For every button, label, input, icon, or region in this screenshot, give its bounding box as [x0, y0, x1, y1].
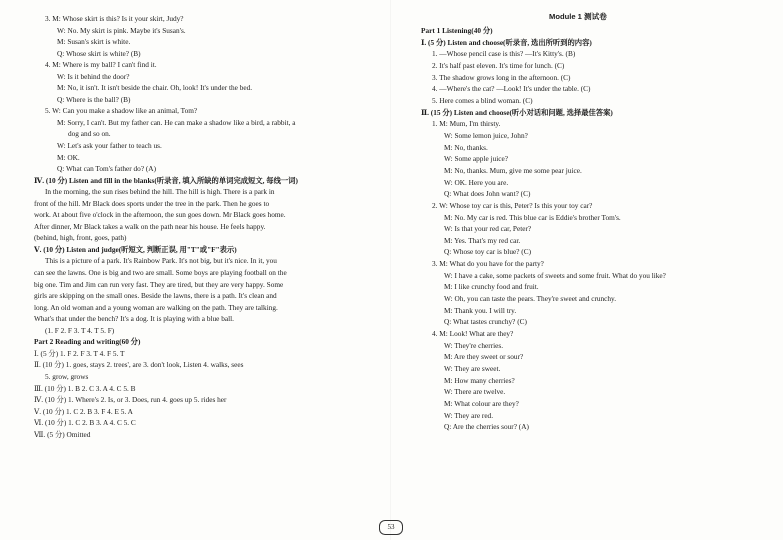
right-line: 1. M: Mum, I'm thirsty.: [432, 119, 501, 129]
right-line: W: Oh, you can taste the pears. They're sweet and crunchy.: [444, 294, 617, 304]
right-line: 3. The shadow grows long in the afternoon. (C): [432, 72, 571, 82]
right-line: Q: What tastes crunchy? (C): [444, 317, 527, 327]
left-line: 4. M: Where is my ball? I can't find it.: [45, 60, 157, 70]
left-line: What's that under the bench? It's a dog. It is playing with a blue ball.: [34, 314, 234, 324]
page-number: 53: [379, 520, 403, 535]
left-line: Q: Where is the ball? (B): [57, 94, 131, 104]
left-line: Part 2 Reading and writing(60 分): [34, 337, 141, 347]
page-title: Module 1 测试卷: [549, 12, 607, 21]
right-line: 1. —Whose pencil case is this? —It's Kitty's. (B): [432, 49, 576, 59]
left-line: work. At about five o'clock in the afternoon, the sun goes down. Mr Black goes home.: [34, 210, 286, 220]
left-line: front of the hill. Mr Black does sports under the tree in the park. Then he goes to: [34, 198, 270, 208]
right-line: 3. M: What do you have for the party?: [432, 259, 544, 269]
right-line: W: They are red.: [444, 410, 494, 420]
right-line: M: No, thanks.: [444, 142, 488, 152]
left-line: W: Is it behind the door?: [57, 71, 130, 81]
right-line: 4. M: Look! What are they?: [432, 329, 514, 339]
right-line: Q: Are the cherries sour? (A): [444, 422, 529, 432]
right-line: Q: What does John want? (C): [444, 189, 531, 199]
left-line: can see the lawns. One is big and two are small. Some boys are playing football on the: [34, 268, 287, 278]
left-column: [34, 13, 380, 440]
left-line: M: No, it isn't. It isn't beside the chair. Oh, look! It's under the bed.: [57, 83, 253, 93]
left-line: This is a picture of a park. It's Rainbow Park. It's not big, but it's nice. In it, you: [45, 256, 277, 266]
right-line: W: They are sweet.: [444, 364, 501, 374]
left-line: M: Susan's skirt is white.: [57, 37, 131, 47]
left-line: long. An old woman and a young woman are walking on the path. They are talking.: [34, 302, 278, 312]
left-line: 5. grow, grows: [45, 371, 89, 381]
left-line: girls are skipping on the small ones. Beside the lawns, there is a path. It's clean and: [34, 291, 277, 301]
left-line: Ⅴ. (10 分) Listen and judge(听短文, 判断正误, 用"T"或"F"表示): [34, 244, 237, 254]
left-line: 3. M: Whose skirt is this? Is it your skirt, Judy?: [45, 14, 184, 23]
left-line: 5. W: Can you make a shadow like an animal, Tom?: [45, 106, 198, 116]
left-line: W: Let's ask your father to teach us.: [57, 141, 162, 151]
left-line: Ⅳ. (10 分) Listen and fill in the blanks(听录音, 填入所缺的单词完成短文, 每线一词): [34, 175, 298, 185]
right-line: M: What colour are they?: [444, 399, 519, 408]
right-line: 2. W: Whose toy car is this, Peter? Is this your toy car?: [432, 200, 593, 210]
left-line: big one. Tim and Jim can run very fast. They are tired, but they are very happy. Some: [34, 279, 284, 289]
right-line: Ⅱ. (15 分) Listen and choose(听小对话和问题, 选择最佳答案): [421, 107, 613, 117]
left-line: Ⅴ. (10 分) 1. C 2. B 3. F 4. E 5. A: [34, 406, 133, 416]
right-line: M: Are they sweet or sour?: [444, 352, 524, 362]
right-line: M: No, thanks. Mum, give me some pear juice.: [444, 165, 582, 175]
left-line: In the morning, the sun rises behind the hill. The hill is high. There is a park in: [45, 187, 275, 197]
left-line: Q: Whose skirt is white? (B): [57, 48, 141, 58]
page-gutter: [390, 0, 391, 540]
right-line: W: Is that your red car, Peter?: [444, 224, 532, 234]
right-line: M: I like crunchy food and fruit.: [444, 282, 539, 292]
right-column: [421, 25, 761, 433]
right-line: W: Some apple juice?: [444, 154, 508, 164]
right-line: M: Yes. That's my red car.: [444, 235, 521, 245]
right-line: M: How many cherries?: [444, 375, 515, 385]
right-line: Q: Whose toy car is blue? (C): [444, 247, 531, 257]
left-line: Ⅰ. (5 分) 1. F 2. F 3. T 4. F 5. T: [34, 348, 125, 358]
left-line: dog and so on.: [68, 129, 111, 139]
right-line: W: I have a cake, some packets of sweets and some fruit. What do you like?: [444, 270, 666, 280]
left-line: Ⅵ. (10 分) 1. C 2. B 3. A 4. C 5. C: [34, 418, 136, 428]
left-line: (1. F 2. F 3. T 4. T 5. F): [45, 325, 115, 335]
right-line: 4. —Where's the cat? —Look! It's under the table. (C): [432, 84, 591, 94]
left-line: (behind, high, front, goes, path): [34, 233, 127, 243]
right-line: W: Some lemon juice, John?: [444, 130, 528, 140]
left-line: Ⅶ. (5 分) Omitted: [34, 429, 91, 439]
left-line: Q: What can Tom's father do? (A): [57, 164, 157, 174]
left-line: Ⅱ. (10 分) 1. goes, stays 2. trees', are 3. don't look, Listen 4. walks, sees: [34, 360, 244, 370]
right-line: Part 1 Listening(40 分): [421, 26, 493, 35]
right-line: M: No. My car is red. This blue car is Eddie's brother Tom's.: [444, 212, 621, 222]
right-line: 2. It's half past eleven. It's time for lunch. (C): [432, 60, 565, 70]
left-line: M: Sorry, I can't. But my father can. He can make a shadow like a bird, a rabbit, a: [57, 117, 296, 127]
right-line: W: They're cherries.: [444, 340, 504, 350]
right-line: W: OK. Here you are.: [444, 177, 509, 187]
right-line: W: There are twelve.: [444, 387, 506, 397]
left-line: W: No. My skirt is pink. Maybe it's Susan's.: [57, 25, 186, 35]
left-line: Ⅳ. (10 分) 1. Where's 2. Is, or 3. Does, run 4. goes up 5. rides her: [34, 395, 227, 405]
right-line: M: Thank you. I will try.: [444, 305, 517, 315]
right-line: Ⅰ. (5 分) Listen and choose(听录音, 选出所听到的内容): [421, 37, 592, 47]
left-line: After dinner, Mr Black takes a walk on the path near his house. He feels happy.: [34, 221, 266, 231]
left-line: Ⅲ. (10 分) 1. B 2. C 3. A 4. C 5. B: [34, 383, 136, 393]
left-line: M: OK.: [57, 152, 80, 162]
right-line: 5. Here comes a blind woman. (C): [432, 95, 533, 105]
